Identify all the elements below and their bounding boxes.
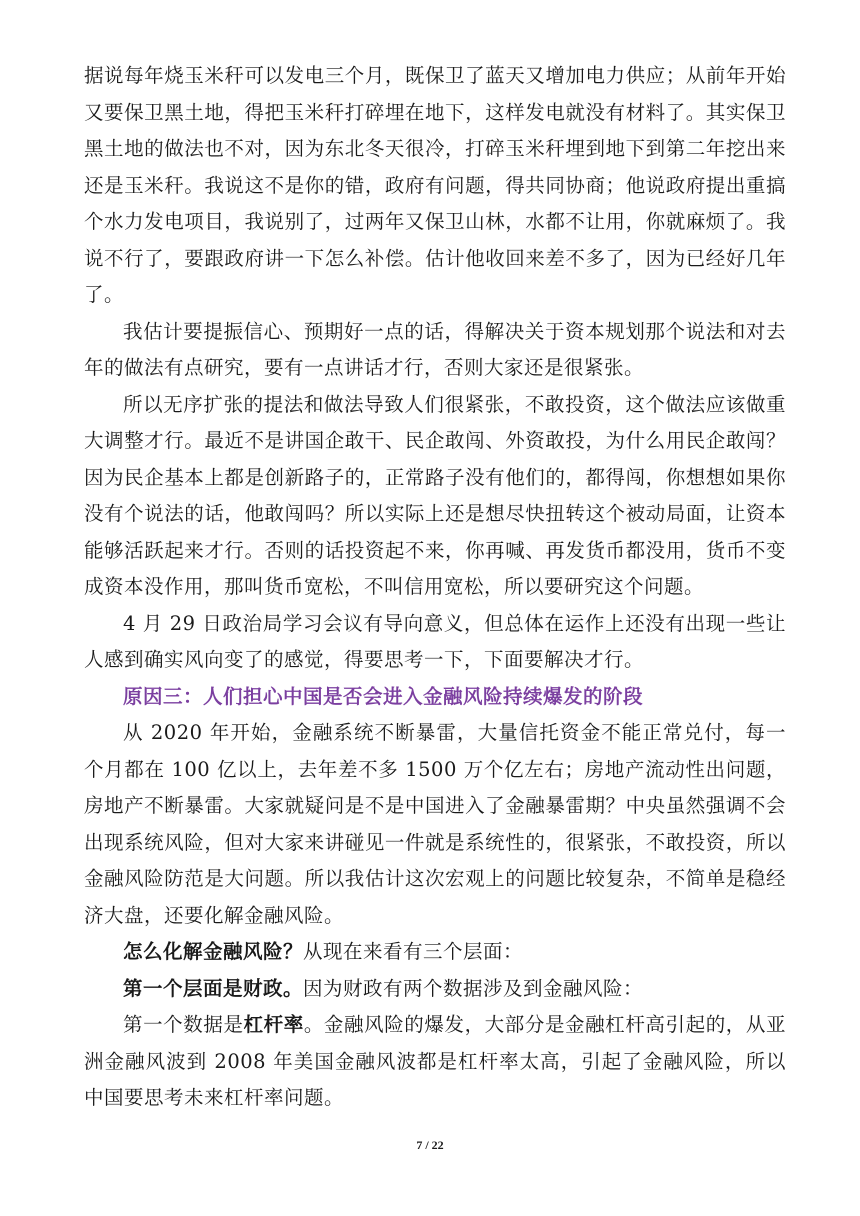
paragraph-8-bold: 杠杆率: [243, 1013, 304, 1036]
document-page: [84, 58, 786, 1117]
paragraph-2: 我估计要提振信心、预期好一点的话，得解决关于资本规划那个说法和对去年的做法有点研究，要有一点讲话才行，否则大家还是很紧张。: [84, 319, 786, 379]
section-heading-reason-three: 原因三：人们担心中国是否会进入金融风险持续爆发的阶段: [123, 684, 644, 708]
paragraph-5: 从 2020 年开始，金融系统不断暴雷，大量信托资金不能正常兑付，每一个月都在 100 亿以上，去年差不多 1500 万个亿左右；房地产流动性出问题，房地产不断暴雷。大家就疑问是不是中国进入了金融暴雷期？中央虽然强调不会出现系统风险，但对大家来讲碰见一件就是系统性的，很紧张，不敢投资，所以金融风险防范是大问题。所以我估计这次宏观上的问题比较复杂，不简单是稳经济大盘，还要化解金融风险。: [84, 721, 786, 927]
paragraph-6-text: 从现在来看有三个层面：: [303, 940, 524, 963]
page-number: 7 / 22: [416, 1138, 444, 1152]
paragraph-8-text: 。金融风险的爆发，大部分是金融杠杆高引起的，从亚洲金融风波到 2008 年美国金融风波都是杠杆率太高，引起了金融风险，所以中国要思考未来杠杆率问题。: [84, 1013, 786, 1109]
paragraph-7-text: 因为财政有两个数据涉及到金融风险：: [303, 976, 644, 1000]
paragraph-1: 据说每年烧玉米秆可以发电三个月，既保卫了蓝天又增加电力供应；从前年开始又要保卫黑土地，得把玉米秆打碎埋在地下，这样发电就没有材料了。其实保卫黑土地的做法也不对，因为东北冬天很冷，打碎玉米秆埋到地下到第二年挖出来还是玉米秆。我说这不是你的错，政府有问题，得共同协商；他说政府提出重搞个水力发电项目，我说别了，过两年又保卫山林，水都不让用，你就麻烦了。我说不行了，要跟政府讲一下怎么补偿。估计他收回来差不多了，因为已经好几年了。: [84, 64, 786, 306]
paragraph-7: [84, 971, 786, 1008]
paragraph-8: [84, 1007, 786, 1117]
paragraph-6-bold: 怎么化解金融风险？: [123, 940, 304, 963]
paragraph-3: 所以无序扩张的提法和做法导致人们很紧张，不敢投资，这个做法应该做重大调整才行。最近不是讲国企敢干、民企敢闯、外资敢投，为什么用民企敢闯？因为民企基本上都是创新路子的，正常路子没有他们的，都得闯，你想想如果你没有个说法的话，他敢闯吗？所以实际上还是想尽快扭转这个被动局面，让资本能够活跃起来才行。否则的话投资起不来，你再喊、再发货币都没用，货币不变成资本没作用，那叫货币宽松，不叫信用宽松，所以要研究这个问题。: [84, 392, 786, 598]
paragraph-4: 4 月 29 日政治局学习会议有导向意义，但总体在运作上还没有出现一些让人感到确实风向变了的感觉，得要思考一下，下面要解决才行。: [84, 611, 786, 671]
paragraph-7-bold: 第一个层面是财政。: [123, 976, 304, 1000]
paragraph-6: [84, 934, 786, 971]
paragraph-8-lead: 第一个数据是: [123, 1013, 244, 1036]
